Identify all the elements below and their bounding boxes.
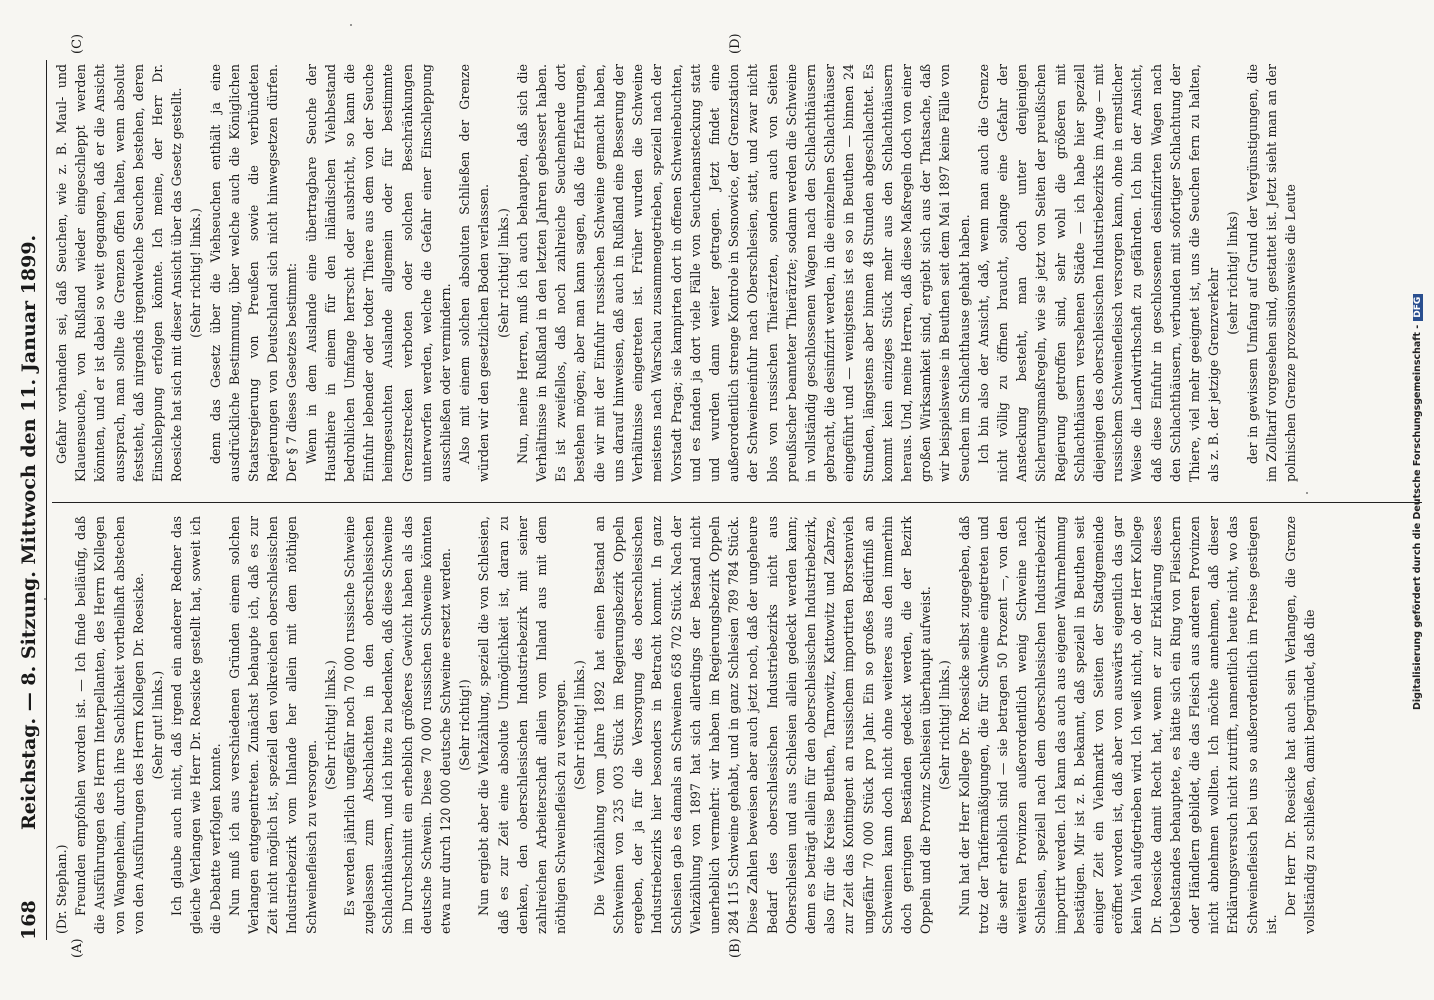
paragraph: Ich bin also der Ansicht, daß, wenn man auch die Grenze nicht völlig zu öffnen braucht, solange eine Gefahr der Ansteckung besteht, man doch unter denjenigen Sicherungsmaßregeln, wie sie jetzt von Seiten der preußischen Regierung getroffen sind, sehr wohl die größeren mit Schlachthäusern versehenen Städte — ich habe hier speziell diejenigen des oberschlesischen Industriebezirks im Auge — mit russischem Schweinefleisch versorgen kann, ohne in ernstlicher Weise die Landwirthschaft zu gefährden. Ich bin der Ansicht, daß diese Einfuhr in geschlossenen desinfizirten Wagen nach den Schlachthäusern, verbunden mit sofortiger Schlachtung der Thiere, viel mehr geeignet ist, uns die Seuchen fern zu halten, als z. B. der jetzige Grenzverkehr	[975, 64, 1222, 482]
paragraph: Nun ergiebt aber die Viehzählung, speziell die von Schlesien, daß es zur Zeit eine absolute Unmöglichkeit ist, daran zu denken, den oberschlesischen Industriebezirk mit seiner zahlreichen Arbeiterschaft allein vom Inland aus mit dem nöthigen Schweinefleisch zu versorgen.	[476, 516, 569, 934]
page-title: Reichstag. — 8. Sitzung. Mittwoch den 11. Januar 1899.	[18, 234, 40, 830]
column-separator	[52, 502, 1422, 503]
paragraph: Es werden jährlich ungefähr noch 70 000 russische Schweine zugelassen zum Abschlachten in den oberschlesischen Schlachthäusern, und ich bitte zu bedenken, daß diese Schweine im Durchschnitt ein erheblich größeres Gewicht haben als das deutsche Schwein. Diese 70 000 russischen Schweine könnten etwa nur durch 120 000 deutsche Schweine ersetzt werden.	[342, 516, 454, 934]
paragraph: Also mit einem solchen absoluten Schließen der Grenze würden wir den gesetzlichen Boden verlassen.	[457, 64, 492, 482]
paragraph: Die Viehzählung vom Jahre 1892 hat einen Bestand an Schweinen von 235 003 Stück im Regierungsbezirk Oppeln ergeben, der ja für die Versorgung des oberschlesischen Industriebezirks hier besonders in Betracht kommt. In ganz Schlesien gab es damals an Schweinen 658 702 Stück. Nach der Viehzählung von 1897 hat sich allerdings der Bestand nicht unerheblich vermehrt: wir haben im Regierungsbezirk Oppeln 284 115 Schweine gehabt, und in ganz Schlesien 789 784 Stück. Diese Zahlen beweisen aber auch jetzt noch, daß der ungeheure Bedarf des oberschlesischen Industriebezirks nicht aus Oberschlesien und aus Schlesien allein gedeckt werden kann; denn es beträgt allein für den oberschlesischen Industriebezirk, also für die Kreise Beuthen, Tarnowitz, Kattowitz und Zabrze, zur Zeit das Kontingent an russischem importirten Borstenvieh ungefähr 70 000 Stück pro Jahr. Ein so großes Bedürfniß an Schweinen kann doch nicht ohne weiteres aus den immerhin doch geringen Beständen gedeckt werden, die der Bezirk Oppeln und die Provinz Schlesien überhaupt aufweist.	[591, 516, 934, 934]
digitization-text: Digitalisierung gefördert durch die Deutsche Forschungsgemeinschaft -	[1412, 324, 1423, 710]
dfg-logo: DFG	[1413, 294, 1423, 321]
paragraph: (Dr. Stephan.)	[54, 844, 69, 934]
digitization-credit	[1412, 10, 1432, 710]
paragraph: (sehr richtig! links)	[1225, 211, 1241, 335]
paragraph: (Sehr richtig! links.)	[495, 208, 511, 338]
scan-speck	[350, 24, 352, 26]
paragraph: Nun hat der Herr Kollege Dr. Roesicke selbst zugegeben, daß trotz der Tarifermäßigungen, die für Schweine eingetreten und die sehr erheblich sind — sie betragen 50 Prozent —, von den weiteren Provinzen außerordentlich wenig Schweine nach Schlesien, speziell nach dem oberschlesischen Industriebezirk importirt werden. Ich kann das auch aus eigener Wahrnehmung bestätigen. Mir ist z. B. bekannt, daß speziell in Beuthen seit einiger Zeit ein Viehmarkt von Seiten der Stadtgemeinde eröffnet worden ist, daß aber von auswärts eigentlich das gar kein Vieh aufgetrieben wird. Ich weiß nicht, ob der Herr Kollege Dr. Roesicke damit Recht hat, wenn er zur Erklärung dieses Uebelstandes behauptete, es hätte sich ein Ring von Fleischern oder Händlern gebildet, die das Fleisch aus anderen Provinzen nicht abnehmen wollten. Ich möchte annehmen, daß dieser Erklärungsversuch nicht zutrifft, namentlich heute nicht, wo das Schweinefleisch bei uns so außerordentlich im Preise gestiegen ist.	[956, 516, 1279, 934]
paragraph: denn das Gesetz über die Viehseuchen enthält ja eine ausdrückliche Bestimmung, über welche auch die Königlichen Staatsregierung von Preußen sowie die verbündeten Regierungen von Deutschland sich nicht hinwegsetzen dürfen. Der § 7 dieses Gesetzes bestimmt:	[207, 64, 300, 482]
paragraph: (Sehr richtig! links.)	[188, 208, 204, 338]
paragraph: Ich glaube auch nicht, daß irgend ein anderer Redner das gleiche Verlangen wie Herr Dr. Roesicke gestellt hat, soweit ich die Debatte verfolgen konnte.	[169, 516, 223, 934]
scan-speck	[44, 598, 46, 600]
paragraph: Wenn in dem Auslande eine übertragbare Seuche der Hausthiere in einem für den inländischen Viehbestand bedrohlichen Umfange herrscht oder ausbricht, so kann die Einfuhr lebender oder todter Thiere aus dem von der Seuche heimgesuchten Auslande allgemein oder für bestimmte Grenzstrecken verboten oder solchen Beschränkungen unterworfen werden, welche die Gefahr einer Einschleppung ausschließen oder vermindern.	[303, 64, 454, 482]
page-header	[14, 40, 44, 940]
paragraph: (Sehr richtig! links.)	[937, 660, 953, 790]
paragraph: (Sehr richtig! links.)	[322, 660, 338, 790]
paragraph: Der Herr Dr. Roesicke hat auch sein Verlangen, die Grenze vollständig zu schließen, damit begründet, daß die	[1283, 516, 1318, 934]
marker-a: (A)	[70, 938, 85, 958]
paragraph: (Sehr richtig!)	[457, 679, 473, 771]
marker-c: (C)	[70, 33, 85, 54]
marker-d: (D)	[728, 33, 743, 54]
paragraph: Nun muß ich aus verschiedenen Gründen einem solchen Verlangen entgegentreten. Zunächst behaupte ich, daß es zur Zeit nicht möglich ist, speziell den volkreichen oberschlesischen Industriebezirk vom Inlande her allein mit dem nöthigen Schweinefleisch zu versorgen.	[226, 516, 319, 934]
header-rule	[46, 60, 47, 940]
paragraph: (Sehr richtig! links.)	[572, 660, 588, 790]
page-number: 168	[18, 900, 40, 940]
scan-speck	[1306, 492, 1308, 494]
paragraph: (Sehr gut! links.)	[150, 670, 166, 780]
paragraph: Gefahr vorhanden sei, daß Seuchen, wie z. B. Maul- und Klauenseuche, von Rußland wieder eingeschleppt werden könnten, und er ist dabei so weit gegangen, daß er die Ansicht aussprach, man sollte die Grenzen offen halten, wenn absolut feststeht, daß nirgends irgendwelche Seuchen bestehen, deren Einschleppung erfolgen könnte. Ich meine, der Herr Dr. Roesicke hat sich mit dieser Ansicht über das Gesetz gestellt.	[54, 64, 185, 482]
paragraph: Nun, meine Herren, muß ich auch behaupten, daß sich die Verhältnisse in Rußland in den letzten Jahren gebessert haben. Es ist zweifellos, daß noch zahlreiche Seuchenherde dort bestehen mögen; aber man kann sagen, daß die Erfahrungen, die wir mit der Einfuhr russischen Schweine gemacht haben, uns darauf hinweisen, daß auch in Rußland eine Besserung der Verhältnisse eingetreten ist. Früher wurden die Schweine meistens nach Warschau zusammengetrieben, speziell nach der Vorstadt Praga; sie kampirten dort in offenen Schweinebuchten, und es fanden ja dort viele Fälle von Seuchenansteckung statt und wurden dann weiter getragen. Jetzt findet eine außerordentlich strenge Kontrole in Sosnowice, der Grenzstation der Schweineeinfuhr nach Oberschlesien, statt, und zwar nicht blos von russischen Thierärzten, sondern auch von Seiten preußischer beamteter Thierärzte; sodann werden die Schweine in vollständig geschlossenen Wagen nach den Schlachthäusern gebracht, die desinfizirt werden, in die einzelnen Schlachthäuser eingeführt und — wenigstens ist es so in Beuthen — binnen 24 Stunden, längstens aber binnen 48 Stunden abgeschlachtet. Es kommt kein einziges Stück mehr aus den Schlachthäusern heraus. Und, meine Herren, daß diese Maßregeln doch von einer großen Wirksamkeit sind, ergiebt sich aus der Thatsache, daß wir beispielsweise in Beuthen seit dem Mai 1897 keine Fälle von Seuchen im Schlachthause gehabt haben.	[514, 64, 972, 482]
right-column	[52, 64, 1422, 482]
paragraph: der in gewissem Umfang auf Grund der Vergünstigungen, die im Zolltarif vorgesehen sind, gestattet ist. Jetzt sieht man an der polnischen Grenze prozessionsweise die Leute	[1244, 64, 1298, 482]
left-column	[52, 516, 1422, 934]
paragraph: Freunden empfohlen worden ist. — Ich finde beiläufig, daß die Ausführungen des Herrn Interpellanten, des Herrn Kollegen von Wangenheim, durch ihre Sachlichkeit vortheilhaft abstechen von den Ausführungen des Herrn Kollegen Dr. Roesicke.	[73, 516, 146, 934]
marker-b: (B)	[728, 938, 743, 958]
